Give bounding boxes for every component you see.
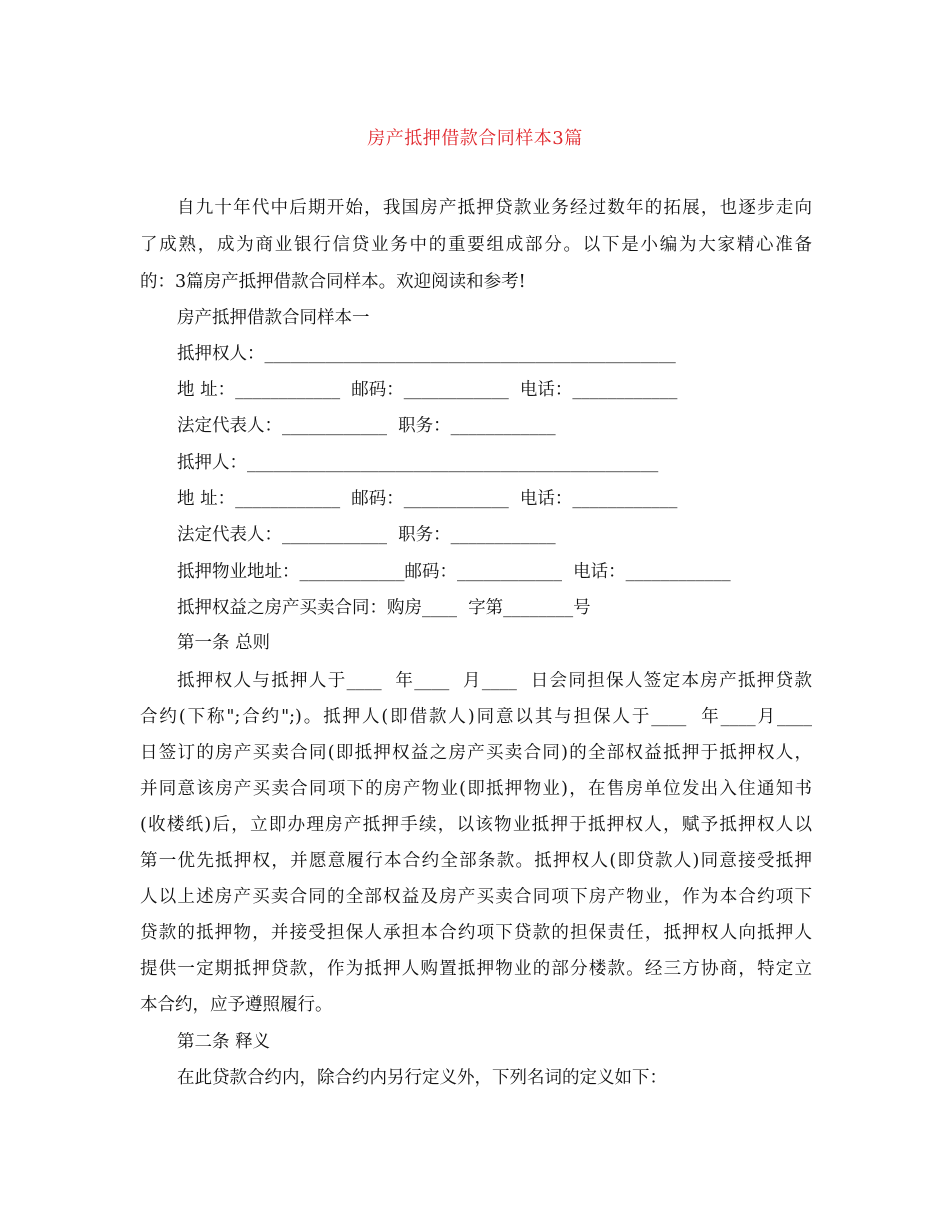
sample-heading: 房产抵押借款合同样本一 bbox=[177, 308, 370, 328]
article1-heading: 第一条 总则 bbox=[177, 633, 271, 653]
form-field-mortgagor: 抵押人：_______________________________________________ bbox=[177, 453, 659, 473]
intro-line-2: 了成熟，成为商业银行信贷业务中的重要组成部分。以下是小编为大家精心准备 bbox=[140, 235, 812, 255]
intro-line-1: 自九十年代中后期开始，我国房产抵押贷款业务经过数年的拓展，也逐步走向 bbox=[177, 198, 812, 218]
article1-line-9: 提供一定期抵押贷款，作为抵押人购置抵押物业的部分楼款。经三方协商，特定立 bbox=[140, 959, 812, 979]
article1-line-6: 第一优先抵押权，并愿意履行本合约全部条款。抵押权人(即贷款人)同意接受抵押 bbox=[140, 851, 812, 871]
article1-line-10: 本合约，应予遵照履行。 bbox=[140, 995, 333, 1015]
article1-line-7: 人以上述房产买卖合同的全部权益及房产买卖合同项下房产物业，作为本合约项下 bbox=[140, 887, 812, 907]
article1-line-4: 并同意该房产买卖合同项下的房产物业(即抵押物业)，在售房单位发出入住通知书 bbox=[140, 779, 812, 799]
form-field-purchase-contract: 抵押权益之房产买卖合同：购房____ 字第________号 bbox=[177, 598, 591, 618]
form-field-property-address: 抵押物业地址：____________邮码：____________ 电话：____________ bbox=[177, 562, 731, 582]
article1-line-1: 抵押权人与抵押人于____ 年____ 月____ 日会同担保人签定本房产抵押贷款 bbox=[177, 671, 812, 691]
article1-line-5: (收楼纸)后，立即办理房产抵押手续，以该物业抵押于抵押权人，赋予抵押权人以 bbox=[140, 815, 812, 835]
form-field-mortgagor-representative: 法定代表人：____________ 职务：____________ bbox=[177, 525, 556, 545]
form-field-mortgagor-address: 地 址：____________ 邮码：____________ 电话：____________ bbox=[177, 489, 678, 509]
intro-line-3: 的：3篇房产抵押借款合同样本。欢迎阅读和参考! bbox=[140, 272, 526, 292]
form-field-mortgagee-representative: 法定代表人：____________ 职务：____________ bbox=[177, 416, 556, 436]
article2-heading: 第二条 释义 bbox=[177, 1032, 271, 1052]
form-field-mortgagee: 抵押权人：_______________________________________________ bbox=[177, 344, 676, 364]
article2-intro: 在此贷款合约内，除合约内另行定义外，下列名词的定义如下： bbox=[177, 1068, 667, 1088]
article1-line-3: 日签订的房产买卖合同(即抵押权益之房产买卖合同)的全部权益抵押于抵押权人， bbox=[140, 743, 812, 763]
article1-line-8: 贷款的抵押物，并接受担保人承担本合约项下贷款的担保责任，抵押权人向抵押人 bbox=[140, 923, 812, 943]
document-title: 房产抵押借款合同样本3篇 bbox=[367, 128, 583, 149]
form-field-mortgagee-address: 地 址：____________ 邮码：____________ 电话：____________ bbox=[177, 380, 678, 400]
article1-line-2: 合约(下称";合约";)。抵押人(即借款人)同意以其与担保人于____ 年____月____ bbox=[140, 707, 812, 727]
